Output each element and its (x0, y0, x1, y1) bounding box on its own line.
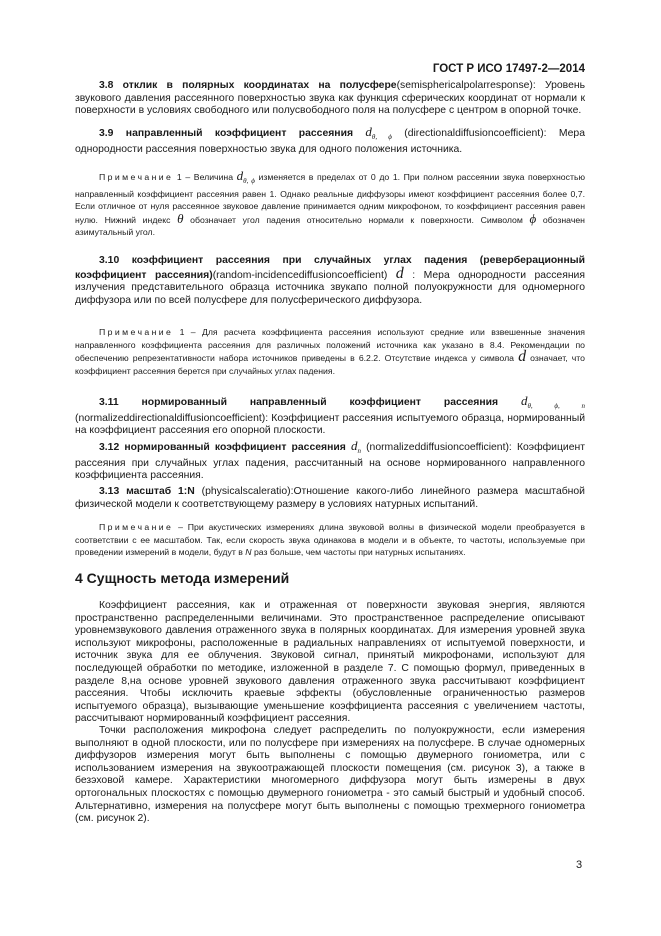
note-3-10-text-1: 1 – Для расчета коэффициента рассеяния используют средние или взвешенные значения направленного коэффициента рассеяния для различных положений источника как указано в 8.4. Рекомендации по обеспечению репрезентативности набора источников приведены в 6.2.2. Отсутствие индекса у символа (75, 327, 585, 363)
definition-3-11-text: (normalizeddirectionaldiffusioncoefficient): Коэффициент рассеяния испытуемого образца, нормированный на коэффициент рассеяния его опорной плоскости. (75, 412, 585, 437)
term-3-10: 3.10 коэффициент рассеяния при случайных углах падения (реверберационный коэффициент рассеяния) (75, 255, 585, 281)
term-3-9: 3.9 направленный коэффициент рассеяния (99, 128, 354, 139)
definition-3-11 (75, 395, 585, 438)
symbol-d-note-3-10: d (518, 348, 527, 365)
definition-3-13-text: (physicalscaleratio):Отношение какого-либо линейного размера масштабной физической модели к соответствующему размеру в условиях натурных испытаний. (75, 486, 585, 510)
note-3-10-text-2: означает, что коэффициент рассеяния берется при случайных углах падения. (75, 353, 585, 376)
page-number: 3 (576, 859, 583, 871)
note-3-13-text-1: – При акустических измерениях длина звуковой волны в физической модели преобразуется в соответствии с ее масштабом. Так, если скорость звука одинакова в модели и в объекте, то частоты, используемые при проведении измерений в модели, будут в (75, 522, 585, 557)
term-3-12: 3.12 нормированный коэффициент рассеяния (99, 442, 346, 453)
symbol-d-3-11: d (520, 393, 528, 408)
subscript-3-11: θ, ϕ, n (527, 402, 585, 410)
paren-3-10: (random-incidencediffusioncoefficient) (212, 269, 388, 281)
subscript-3-12: n (357, 447, 361, 455)
section-4-title: 4 Сущность метода измерений (75, 570, 290, 586)
definition-3-9 (75, 126, 585, 156)
definition-3-12 (75, 440, 585, 483)
term-3-11: 3.11 нормированный направленный коэффициент рассеяния (99, 397, 499, 408)
symbol-n: N (245, 547, 252, 557)
note-3-9-text-3: обозначает угол падения относительно нормали к поверхности. Символом (183, 214, 530, 225)
section-4-paragraph-2: Точки расположения микрофона следует распределить по полуокружности, если измерения выполняют в одной плоскости, или по полусфере при измерениях на полусфере. В случае одномерных диффузоров измерения могут быть выполнены с помощью двумерного гониометра, или с использованием измерения на звукоотражающей плоскости помещения (см. рисунок 3), а также в безэховой камере. Характеристики многомерного диффузора могут быть измерены в двух ортогональных плоскостях с помощью двумерного гониометра - это самый быстрый и удобный способ. Альтернативно, измерения на полусфере могут быть выполнены с помощью трехмерного гониометра (см. рисунок 2). (75, 725, 585, 825)
subscript-3-9: θ, ϕ (371, 133, 392, 141)
symbol-d-3-12: d (350, 438, 358, 453)
definition-3-8 (75, 80, 585, 118)
note-label: Примечание (99, 522, 174, 532)
note-label: Примечание (99, 172, 174, 182)
note-3-13-text-2: раз больше, чем частоты при натурных испытаниях. (251, 547, 466, 557)
term-3-8: 3.8 отклик в полярных координатах на полусфере (99, 80, 397, 91)
note-3-10 (75, 326, 585, 377)
note-3-9-text-2: изменяется в пределах от 0 до 1. При полном рассеянии звука поверхностью направленный коэффициент рассеяния равен 1. Однако реальные диффузоры имеют коэффициент рассеяния более 0,7. Если отличное от нуля рассеянное звуковое давление принимается одним микрофоном, то коэффициент рассеяния равен нулю. Нижний индекс (75, 172, 585, 225)
section-4-paragraph-1: Коэффициент рассеяния, как и отраженная от поверхности звуковая энергия, являются пространственно распределенными величинами. Это пространственное распределение описывают уровнемзвукового давления отраженного звука в полярных координатах. Для измерения уровней звука используют микрофоны, расположенные в радиальных направлениях от испытуемой поверхности, и источник звука для ее облучения. Звуковой сигнал, принятый микрофонами, используют для последующей обработки по методике, изложенной в разделе 7. С помощью формул, приведенных в разделе 8,на основе уровней звукового давления отраженного звука рассчитывают коэффициент рассеяния. Чтобы исключить краевые эффекты (обусловленные ограниченностью размеров испытуемого образца), вызывающие уменьшение коэффициента рассеяния с увеличением частоты, рассчитывают нормированный коэффициент рассеяния. (75, 600, 585, 725)
definition-3-13 (75, 486, 585, 511)
symbol-d-3-9: d (365, 124, 372, 139)
note-label: Примечание (99, 327, 174, 337)
note-3-9 (75, 170, 585, 239)
definition-3-10-text: : Мера однородности рассеяния излучения представительного образца источника звукапо полной полуокружности для одномерного диффузора или по всей полусфере для полусферического диффузора. (75, 269, 585, 306)
symbol-d-note: d (236, 168, 244, 183)
note-3-9-text-1: 1 – Величина (173, 172, 237, 182)
symbol-d-3-10: d (395, 264, 404, 282)
definition-3-10 (75, 255, 585, 307)
note-3-13 (75, 521, 585, 559)
definition-3-9-text: (directionaldiffusioncoefficient): Мера однородности рассеяния поверхностью звука для одного положения источника. (75, 128, 585, 155)
note-3-9-text-4: обозначен азимутальный угол. (75, 214, 585, 237)
subscript-note: θ, ϕ (243, 177, 255, 185)
definition-3-12-text: (normalizeddiffusioncoefficient): Коэффициент рассеяния при случайных углах падения, рассчитанный на основе нормированного направленного коэффициента рассеяния. (75, 442, 586, 482)
term-3-13: 3.13 масштаб 1:N (99, 486, 195, 497)
symbol-phi: ϕ (529, 210, 537, 226)
standard-header: ГОСТ Р ИСО 17497-2—2014 (432, 63, 585, 75)
symbol-theta: θ (177, 210, 184, 226)
definition-3-8-text: (semisphericalpolarresponse): Уровень звукового давления рассеянного поверхностью звука как функция сферических координат от нормали к поверхности в условиях свободного или полусвободного поля на полусфере с центром в опорной точке. (75, 80, 585, 117)
